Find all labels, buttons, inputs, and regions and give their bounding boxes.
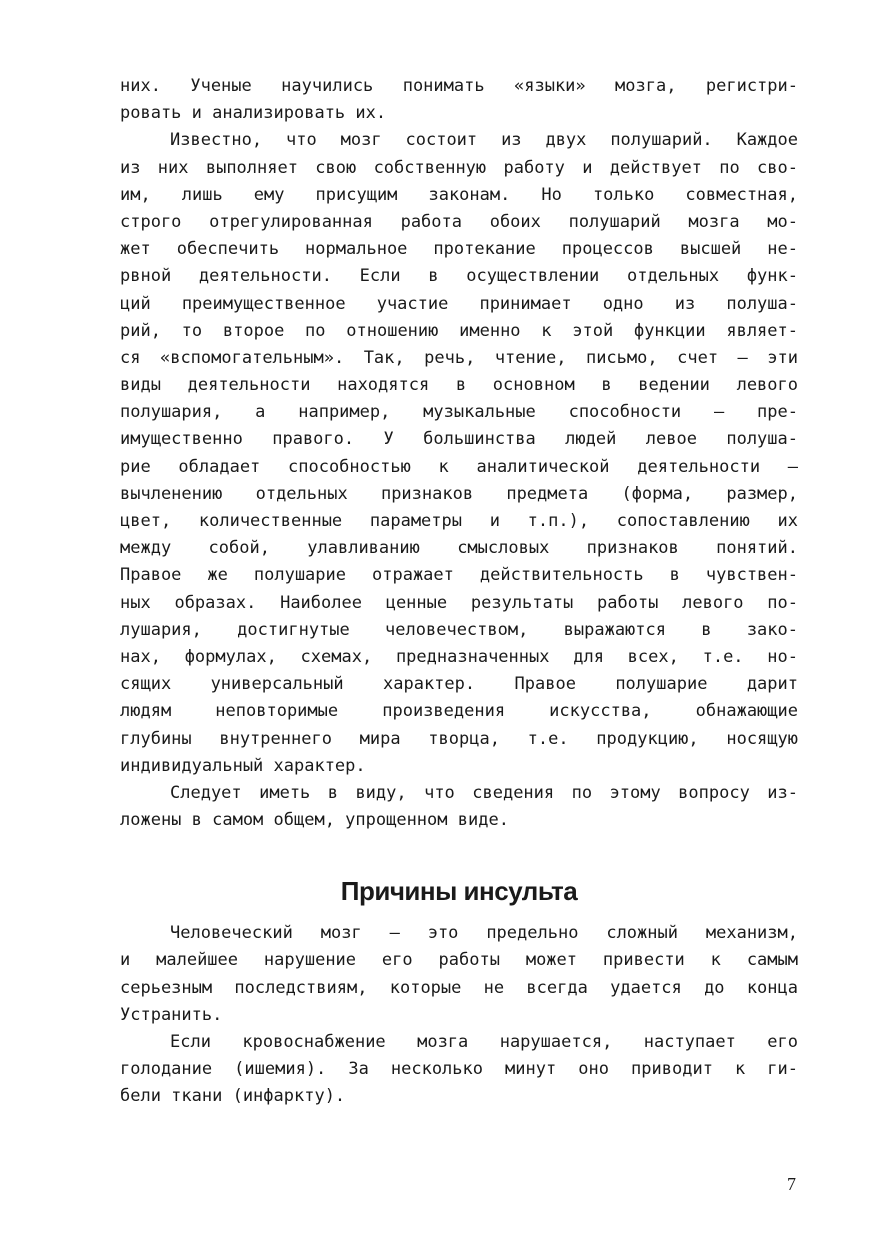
text-line: Известно, что мозг состоит из двух полушарий. Каждое xyxy=(170,130,798,151)
text-line: рвной деятельности. Если в осуществлении отдельных функ- xyxy=(120,266,798,287)
text-line: между собой, улавливанию смысловых признаков понятий. xyxy=(120,538,798,559)
text-line: голодание (ишемия). За несколько минут оно приводит к ги- xyxy=(120,1059,798,1080)
text-line: рий, то второе по отношению именно к этой функции являет- xyxy=(120,320,798,341)
text-line: индивидуальный характер. xyxy=(120,755,366,776)
text-line: Правое же полушарие отражает действительность в чувствен- xyxy=(120,565,798,586)
paragraph xyxy=(120,1029,798,1111)
text-line: ложены в самом общем, упрощенном виде. xyxy=(120,810,509,831)
text-line: полушария, а например, музыкальные способности — пре- xyxy=(120,402,798,423)
text-line: них. Ученые научились понимать «языки» мозга, регистри- xyxy=(120,76,798,96)
text-line: жет обеспечить нормальное протекание процессов высшей не- xyxy=(120,239,798,260)
text-line: строго отрегулированная работа обоих полушарий мозга мо- xyxy=(120,211,798,232)
text-line: ций преимущественное участие принимает одно из полуша- xyxy=(120,293,798,314)
paragraph xyxy=(120,780,798,834)
text-line: цвет, количественные параметры и т.п.), сопоставлению их xyxy=(120,511,798,531)
page-number: 7 xyxy=(787,1174,796,1194)
text-line: Если кровоснабжение мозга нарушается, наступает его xyxy=(170,1032,798,1052)
text-line: ся «вспомогательным». Так, речь, чтение, письмо, счет — эти xyxy=(120,347,798,368)
section-spacer xyxy=(120,834,798,862)
text-line: глубины внутреннего мира творца, т.е. продукцию, носящую xyxy=(120,728,798,749)
text-line: серьезным последствиям, которые не всегда удается до конца xyxy=(120,977,798,998)
text-line: и малейшее нарушение его работы может привести к самым xyxy=(120,950,798,971)
text-line: лушария, достигнутые человечеством, выражаются в зако- xyxy=(120,619,798,640)
text-line: из них выполняет свою собственную работу и действует по сво- xyxy=(120,157,798,178)
text-line: ных образах. Наиболее ценные результаты работы левого по- xyxy=(120,592,798,613)
text-line: бели ткани (инфаркту). xyxy=(120,1086,346,1107)
text-line: вычленению отдельных признаков предмета (форма, размер, xyxy=(120,483,798,504)
text-line: Человеческий мозг — это предельно сложный механизм, xyxy=(170,923,798,944)
text-line: им, лишь ему присущим законам. Но только совместная, xyxy=(120,184,798,205)
text-line: сящих универсальный характер. Правое полушарие дарит xyxy=(120,674,798,695)
text-line: Устранить. xyxy=(120,1004,223,1025)
paragraph xyxy=(120,73,798,127)
text-line: виды деятельности находятся в основном в ведении левого xyxy=(120,375,798,396)
text-line: людям неповторимые произведения искусства, обнажающие xyxy=(120,701,798,722)
section-heading: Причины инсульта xyxy=(340,876,578,907)
text-line: ровать и анализировать их. xyxy=(120,103,387,124)
text-line: нах, формулах, схемах, предназначенных для всех, т.е. но- xyxy=(120,646,798,667)
text-line: рие обладает способностью к аналитической деятельности — xyxy=(120,456,798,477)
paragraph xyxy=(120,920,798,1029)
text-line: Следует иметь в виду, что сведения по этому вопросу из- xyxy=(170,782,798,803)
page-body xyxy=(120,73,798,1111)
paragraph xyxy=(120,127,798,780)
text-line: имущественно правого. У большинства людей левое полуша- xyxy=(120,429,798,450)
